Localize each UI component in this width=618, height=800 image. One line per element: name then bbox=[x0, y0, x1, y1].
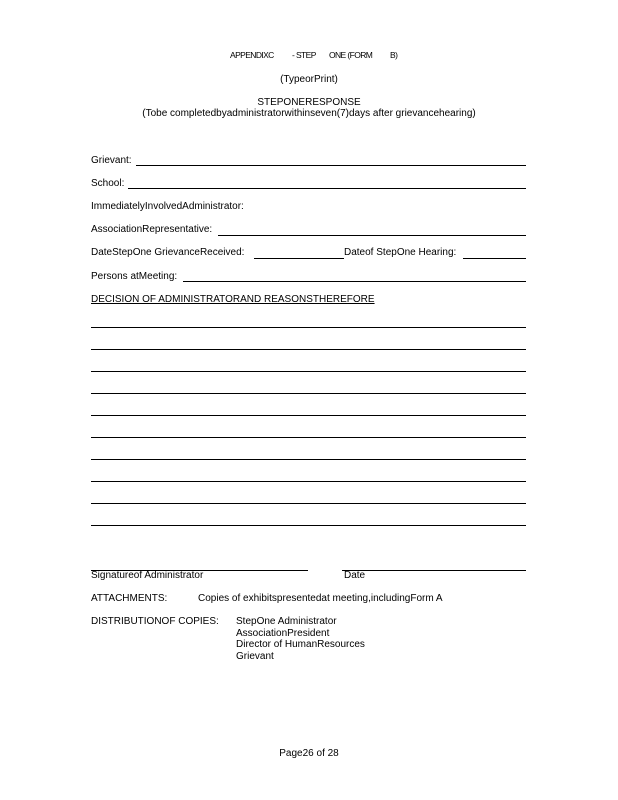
attachments-label: ATTACHMENTS: bbox=[91, 593, 168, 604]
decision-line[interactable] bbox=[91, 415, 526, 416]
document-subtitle: (Tobe completedbyadministratorwithinseven(7)days after grievancehearing) bbox=[142, 108, 476, 119]
representative-field[interactable] bbox=[218, 235, 526, 236]
date-received-field[interactable] bbox=[254, 258, 344, 259]
persons-field[interactable] bbox=[183, 281, 526, 282]
page-number: Page26 of 28 bbox=[279, 748, 339, 759]
decision-line[interactable] bbox=[91, 459, 526, 460]
decision-heading: DECISION OF ADMINISTRATORAND REASONSTHEREFORE bbox=[91, 294, 375, 305]
decision-line[interactable] bbox=[91, 371, 526, 372]
grievant-label: Grievant: bbox=[91, 155, 132, 166]
administrator-label: ImmediatelyInvolvedAdministrator: bbox=[91, 201, 244, 212]
distribution-item: AssociationPresident bbox=[236, 628, 330, 639]
school-label: School: bbox=[91, 178, 125, 189]
decision-line[interactable] bbox=[91, 437, 526, 438]
step-label: - STEP bbox=[292, 50, 316, 60]
form-label: ONE (FORM bbox=[329, 50, 373, 60]
grievant-field[interactable] bbox=[136, 165, 526, 166]
appendix-label: APPENDIXC bbox=[230, 50, 274, 60]
type-or-print: (TypeorPrint) bbox=[280, 74, 338, 85]
attachments-text: Copies of exhibitspresentedat meeting,includingForm A bbox=[198, 593, 443, 604]
document-title: STEPONERESPONSE bbox=[257, 97, 361, 108]
signature-date-line[interactable] bbox=[342, 570, 526, 571]
decision-line[interactable] bbox=[91, 503, 526, 504]
form-letter-label: B) bbox=[390, 50, 398, 60]
decision-line[interactable] bbox=[91, 525, 526, 526]
signature-label: Signatureof Administrator bbox=[91, 570, 204, 581]
decision-line[interactable] bbox=[91, 393, 526, 394]
signature-date-label: Date bbox=[344, 570, 366, 581]
date-hearing-label: Dateof StepOne Hearing: bbox=[344, 247, 457, 258]
distribution-item: Grievant bbox=[236, 651, 274, 662]
decision-line[interactable] bbox=[91, 481, 526, 482]
school-field[interactable] bbox=[128, 188, 526, 189]
distribution-item: Director of HumanResources bbox=[236, 639, 365, 650]
date-received-label: DateStepOne GrievanceReceived: bbox=[91, 247, 245, 258]
decision-line[interactable] bbox=[91, 327, 526, 328]
decision-line[interactable] bbox=[91, 349, 526, 350]
distribution-item: StepOne Administrator bbox=[236, 616, 337, 627]
distribution-label: DISTRIBUTIONOF COPIES: bbox=[91, 616, 219, 627]
persons-label: Persons atMeeting: bbox=[91, 271, 178, 282]
date-hearing-field[interactable] bbox=[463, 258, 526, 259]
representative-label: AssociationRepresentative: bbox=[91, 224, 213, 235]
